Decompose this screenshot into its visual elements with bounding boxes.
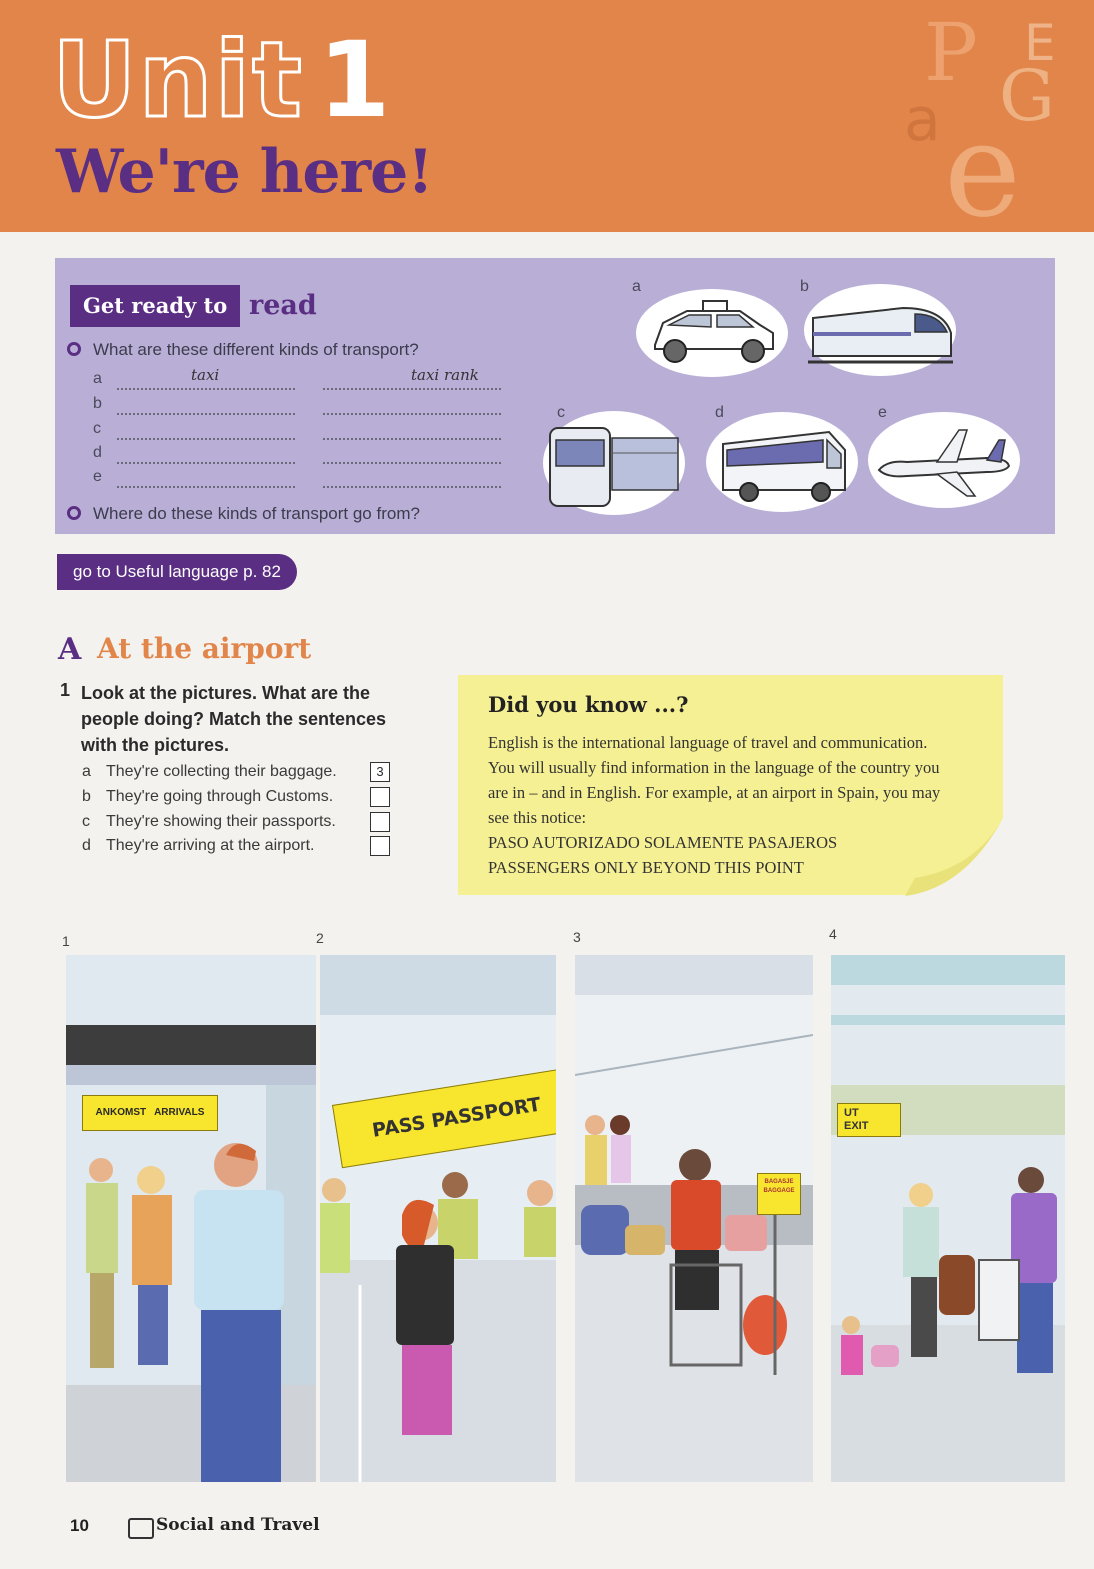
svg-text:G: G: [999, 55, 1055, 137]
picture-number: 4: [829, 926, 837, 942]
answer-box[interactable]: [370, 787, 390, 807]
svg-text:P: P: [924, 6, 978, 99]
did-you-know-text: English is the international language of travel and communication. You will usually find information in the language of the country you are in – and in English. For example, at an airport in Spain, you may see this notice: PASO AUTORIZADO SOLAMENTE PASAJEROS PASSENGERS ONLY BEYOND THIS POINT: [488, 733, 941, 877]
decorative-letters-graphic: [904, 0, 1094, 232]
arrivals-sign: ANKOMST ARRIVALS: [82, 1095, 218, 1131]
unit-number: 1: [318, 19, 391, 141]
answer-row: e: [93, 468, 513, 492]
notice-spanish: PASO AUTORIZADO SOLAMENTE PASAJEROS: [488, 833, 838, 852]
answer-field[interactable]: [117, 462, 295, 464]
answer-box[interactable]: 3: [370, 762, 390, 782]
answer-field[interactable]: [323, 388, 501, 390]
page-number: 10: [70, 1516, 89, 1535]
answer-field[interactable]: [117, 486, 295, 488]
answer-row: a taxi taxi rank: [93, 370, 513, 394]
bullet-icon: [67, 342, 81, 356]
handwritten-answer: taxi rank: [411, 366, 479, 384]
picture-3-baggage: [575, 955, 813, 1482]
answer-field[interactable]: [323, 462, 501, 464]
answer-field[interactable]: [323, 486, 501, 488]
match-item: a They're collecting their baggage.: [82, 763, 337, 780]
answer-row: b: [93, 395, 513, 419]
get-ready-word: read: [249, 290, 317, 321]
handwritten-answer: taxi: [191, 366, 220, 384]
question-transport: What are these different kinds of transport?: [67, 340, 419, 360]
get-ready-box: Get ready to read What are these different kinds of transport? a taxi taxi rank b c d e Where do these kinds of transport go from? a b c d e: [55, 258, 1055, 534]
get-ready-tag: Get ready to: [70, 285, 240, 327]
exercise-number: 1: [60, 680, 71, 700]
taxi-picture: [635, 283, 790, 378]
answer-field[interactable]: [323, 413, 501, 415]
underground-train-picture: [542, 408, 687, 518]
match-item: b They're going through Customs.: [82, 788, 334, 805]
answer-field[interactable]: [117, 413, 295, 415]
answer-box[interactable]: [370, 836, 390, 856]
plane-picture: [867, 410, 1022, 510]
unit-word: Unit: [52, 19, 304, 141]
answer-row: c: [93, 420, 513, 444]
exit-sign: UT EXIT: [837, 1103, 901, 1137]
unit-header: [0, 0, 1094, 232]
picture-number: 2: [316, 930, 324, 946]
series-name: Social and Travel: [156, 1515, 320, 1535]
answer-field[interactable]: [323, 438, 501, 440]
answer-box[interactable]: [370, 812, 390, 832]
passport-sign: PASS PASSPORT: [332, 1067, 556, 1168]
baggage-sign: BAGASJE BAGGAGE: [757, 1173, 801, 1215]
picture-1-arrivals: [66, 955, 316, 1482]
section-title: At the airport: [97, 632, 312, 665]
svg-text:E: E: [1024, 14, 1056, 72]
train-picture: [803, 278, 958, 378]
picture-number: 3: [573, 929, 581, 945]
section-letter: A: [58, 632, 82, 667]
answer-field[interactable]: [117, 438, 295, 440]
notice-english: PASSENGERS ONLY BEYOND THIS POINT: [488, 858, 804, 877]
match-item: d They're arriving at the airport.: [82, 837, 315, 854]
answer-field[interactable]: [117, 388, 295, 390]
exercise-instruction: Look at the pictures. What are the people doing? Match the sentences with the pictures.: [81, 683, 387, 755]
svg-text:e: e: [944, 94, 1021, 232]
svg-text:a: a: [904, 85, 941, 155]
book-icon: [128, 1518, 154, 1539]
unit-title: We're here!: [56, 137, 433, 207]
question-origin: Where do these kinds of transport go from?: [67, 504, 420, 524]
useful-language-link[interactable]: go to Useful language p. 82: [57, 554, 297, 590]
answer-row: d: [93, 444, 513, 468]
did-you-know-title: Did you know ...?: [488, 692, 689, 717]
match-item: c They're showing their passports.: [82, 813, 336, 830]
picture-number: 1: [62, 933, 70, 949]
picture-4-exit: [831, 955, 1065, 1482]
bullet-icon: [67, 506, 81, 520]
bus-picture: [705, 410, 860, 515]
picture-2-passport: [320, 955, 556, 1482]
